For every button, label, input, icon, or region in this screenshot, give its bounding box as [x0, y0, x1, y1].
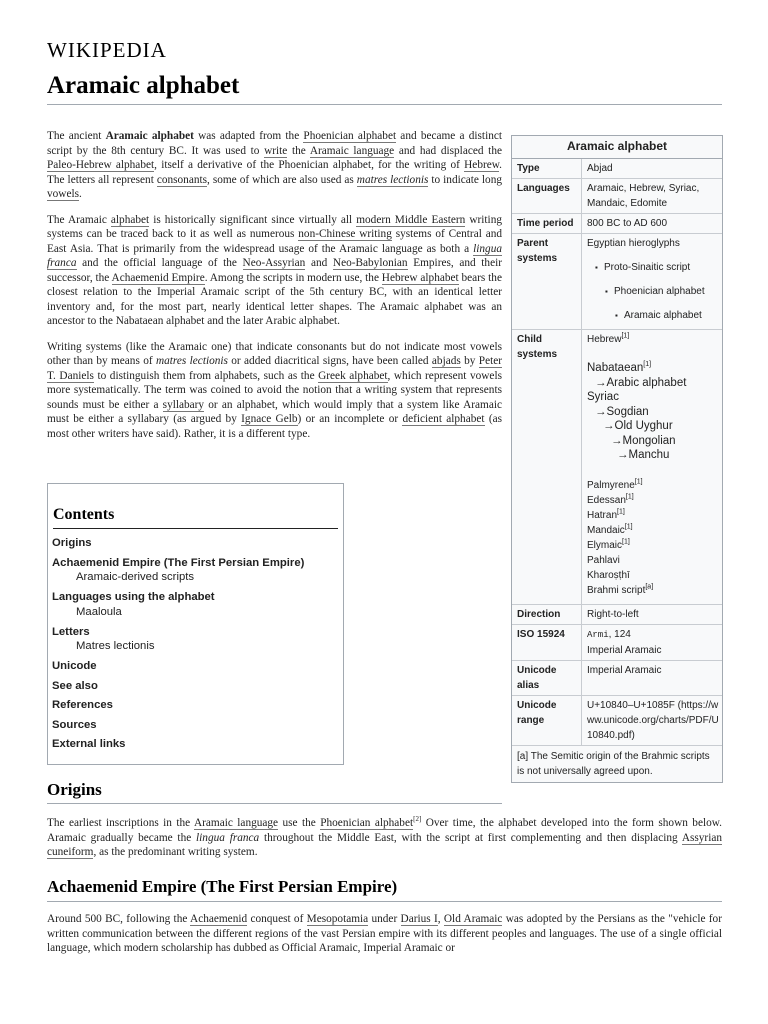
- link-neo-babylonian[interactable]: Neo-Babylonian: [332, 257, 408, 269]
- link-assyrian-cuneiform[interactable]: Assyrian cuneiform: [47, 831, 722, 858]
- child-system-item: [587, 553, 719, 568]
- link-lingua-franca[interactable]: lingua franca: [47, 242, 502, 269]
- child-system-name[interactable]: Hatran: [587, 509, 618, 521]
- link-darius-i[interactable]: Darius I: [400, 913, 438, 925]
- toc-list: [52, 534, 304, 755]
- link-abjad[interactable]: Abjad: [587, 163, 613, 174]
- toc-item[interactable]: Sources: [52, 718, 97, 731]
- infobox-row-parent-systems: [512, 234, 722, 330]
- child-system-item: [587, 478, 719, 493]
- citation[interactable]: [1]: [625, 493, 634, 501]
- article-subject: Aramaic alphabet: [105, 130, 194, 142]
- infobox-label: Unicode alias: [512, 661, 582, 695]
- section-heading-origins: Origins: [47, 780, 102, 799]
- child-system-name[interactable]: Brahmi script: [587, 584, 646, 596]
- infobox-label: Direction: [512, 605, 582, 624]
- infobox-value: Right-to-left: [587, 608, 639, 620]
- child-system-item[interactable]: Hebrew: [587, 334, 622, 345]
- infobox-row-languages: [512, 179, 722, 214]
- link-deficient-alphabet[interactable]: deficient alphabet: [402, 413, 485, 425]
- iso-code[interactable]: Armi: [587, 629, 609, 640]
- link-ignace-gelb[interactable]: Ignace Gelb: [241, 413, 298, 425]
- link-peter-t-daniels[interactable]: Peter T. Daniels: [47, 355, 503, 382]
- child-system-item: [587, 583, 719, 598]
- unicode-range-link[interactable]: U+10840–U+1085F (https://www.unicode.org/charts/PDF/U10840.pdf): [587, 699, 719, 741]
- child-system-item[interactable]: Syriac: [587, 391, 619, 403]
- link-achaemenid-empire[interactable]: Achaemenid Empire: [111, 271, 205, 284]
- citation[interactable]: [1]: [643, 361, 652, 369]
- toc-item[interactable]: Achaemenid Empire (The First Persian Empire): [52, 556, 305, 569]
- infobox-label: Time period: [512, 214, 582, 233]
- link-hebrew-alphabet[interactable]: Hebrew alphabet: [381, 271, 459, 284]
- infobox-title: Aramaic alphabet: [512, 136, 722, 159]
- infobox-label: Unicode range: [512, 696, 582, 745]
- link-achaemenid[interactable]: Achaemenid: [190, 913, 248, 925]
- section-divider: [47, 901, 722, 902]
- infobox-value: Imperial Aramaic: [587, 644, 662, 656]
- child-system-item: [587, 538, 719, 553]
- toc-item[interactable]: Languages using the alphabet: [52, 591, 215, 603]
- link-matres-lectionis[interactable]: matres lectionis: [356, 173, 429, 186]
- infobox-row-direction: [512, 605, 722, 625]
- link-greek-alphabet[interactable]: Greek alphabet: [318, 369, 388, 382]
- link-syllabary[interactable]: syllabary: [162, 398, 205, 411]
- link-hebrew[interactable]: Hebrew: [464, 159, 500, 171]
- infobox-label: Parent systems: [512, 234, 582, 329]
- intro-section: [47, 129, 502, 452]
- page-title: Aramaic alphabet: [47, 72, 240, 99]
- infobox-value: 800 BC to AD 600: [587, 218, 668, 229]
- infobox-row-type: [512, 159, 722, 179]
- child-system-item: [587, 493, 719, 508]
- toc-item[interactable]: Unicode: [52, 660, 97, 672]
- infobox-row-time-period: [512, 214, 722, 234]
- toc-item[interactable]: Maaloula: [76, 605, 122, 618]
- infobox-label: Languages: [512, 179, 582, 213]
- citation[interactable]: [1]: [621, 332, 630, 340]
- infobox-row-unicode-alias: [512, 661, 722, 696]
- child-system-list: [587, 478, 719, 598]
- link-paleo-hebrew-alphabet[interactable]: Paleo-Hebrew alphabet: [47, 159, 155, 171]
- title-divider: [47, 104, 722, 105]
- infobox-footnote: [a] The Semitic origin of the Brahmic scripts is not universally agreed upon.: [517, 750, 710, 777]
- link-modern-middle-eastern[interactable]: modern Middle Eastern: [356, 213, 466, 226]
- link-alphabet[interactable]: alphabet: [110, 213, 150, 226]
- link-aramaic-language[interactable]: Aramaic language: [309, 144, 395, 157]
- infobox-row-iso-15924: ISO 15924 Armi, 124 Imperial Aramaic: [512, 625, 722, 661]
- infobox-label: Type: [512, 159, 582, 178]
- child-system-item: [587, 523, 719, 538]
- section-divider: [47, 803, 502, 804]
- origins-paragraph: The earliest inscriptions in the Aramaic language use the Phoenician alphabet[2] Over time, the alphabet developed into the form shown below. Aramaic gradually became the lingua franca throughout the Middle East, with the script at first complementing and then displacing Assyrian cuneiform, as the predominant writing system.: [47, 815, 723, 858]
- infobox-value: Aramaic, Hebrew, Syriac, Mandaic, Edomite: [587, 183, 700, 209]
- intro-paragraph-2: The Aramaic alphabet is historically significant since virtually all modern Middle Eastern writing systems can be traced back to it as well as numerous non-Chinese writing systems of Central and East Asia. That is primarily from the widespread usage of the Aramaic language as both a lingua franca and the official language of the Neo-Assyrian and Neo-Babylonian Empires, and their successor, the Achaemenid Empire. Among the scripts in modern use, the Hebrew alphabet bears the closest relation to the Imperial Aramaic script of the 5th century BC, with an identical letter inventory and, for the most part, nearly identical letter shapes. The Aramaic alphabet was an ancestor to the Nabataean alphabet and the later Arabic alphabet.: [47, 213, 503, 327]
- child-system-item[interactable]: →Manchu: [617, 449, 670, 461]
- parent-system-item[interactable]: ▪ Phoenician alphabet: [614, 284, 719, 299]
- child-system-name[interactable]: Elymaic: [587, 539, 623, 551]
- parent-system-item[interactable]: ▪ Proto-Sinaitic script: [604, 260, 719, 275]
- citation[interactable]: [2]: [413, 815, 422, 824]
- link-aramaic-language[interactable]: Aramaic language: [193, 817, 279, 829]
- toc-divider: [53, 528, 338, 529]
- child-system-item[interactable]: →Mongolian: [611, 434, 676, 447]
- child-system-item: [587, 508, 719, 523]
- infobox: [511, 135, 723, 783]
- child-system-name[interactable]: Mandaic: [587, 524, 625, 536]
- infobox-value: Imperial Aramaic: [587, 664, 662, 676]
- infobox-row-child-systems: [512, 330, 722, 605]
- link-write[interactable]: write: [264, 144, 288, 157]
- citation[interactable]: [1]: [622, 538, 630, 546]
- intro-paragraph-1: The ancient Aramaic alphabet was adapted from the Phoenician alphabet and became a distinct script by the 8th century BC. It was used to write the Aramaic language and had displaced the Paleo-Hebrew alphabet, itself a derivative of the Phoenician alphabet, for the writing of Hebrew. The letters all represent consonants, some of which are also used as matres lectionis to indicate long vowels.: [47, 130, 503, 200]
- toc-title: Contents: [53, 506, 115, 523]
- child-system-name[interactable]: Pahlavi: [587, 554, 620, 566]
- toc-item[interactable]: See also: [52, 679, 98, 692]
- link-abjads[interactable]: abjads: [431, 355, 461, 367]
- achaemenid-paragraph: Around 500 BC, following the Achaemenid conquest of Mesopotamia under Darius I, Old Aramaic was adopted by the Persians as the "vehicle for written communication between the different regions of the vast Persian empire with its different peoples and languages. The use of a single official language, which modern scholarship has dubbed as Official Aramaic, Imperial Aramaic or: [47, 913, 722, 954]
- infobox-label: ISO 15924: [512, 625, 582, 660]
- child-system-item: [587, 568, 719, 583]
- link-consonants[interactable]: consonants: [156, 173, 208, 186]
- toc-item[interactable]: Letters: [52, 625, 90, 638]
- toc-item[interactable]: Matres lectionis: [76, 640, 155, 652]
- link-neo-assyrian[interactable]: Neo-Assyrian: [242, 257, 306, 269]
- citation[interactable]: [1]: [617, 508, 625, 516]
- toc-item[interactable]: Aramaic-derived scripts: [76, 571, 195, 583]
- citation[interactable]: [1]: [634, 478, 643, 486]
- section-heading-achaemenid-empire: Achaemenid Empire (The First Persian Empire): [47, 877, 398, 896]
- link-old-aramaic[interactable]: Old Aramaic: [443, 913, 503, 925]
- child-system-item[interactable]: →Old Uyghur: [603, 420, 673, 432]
- child-system-name[interactable]: Palmyrene: [587, 479, 635, 491]
- infobox-label: Child systems: [512, 330, 582, 604]
- parent-system-item: ▪ Aramaic alphabet: [624, 308, 719, 323]
- link-phoenician-alphabet[interactable]: Phoenician alphabet: [320, 817, 414, 829]
- child-system-name[interactable]: Kharoṣṭhī: [587, 569, 630, 581]
- table-of-contents: [47, 483, 344, 765]
- toc-item[interactable]: Origins: [52, 537, 92, 549]
- link-mesopotamia[interactable]: Mesopotamia: [306, 913, 369, 925]
- toc-item[interactable]: References: [52, 699, 113, 711]
- child-system-name[interactable]: Edessan: [587, 494, 626, 506]
- infobox-row-unicode-range: [512, 696, 722, 746]
- intro-paragraph-3: Writing systems (like the Aramaic one) that indicate consonants but do not indicate most vowels other than by means of matres lectionis or added diacritical signs, have been called abjads by Peter T. Daniels to distinguish them from alphabets, such as the Greek alphabet, which represent vowels more systematically. The term was coined to avoid the notion that a writing system that represents sounds must be either a syllabary or an alphabet, which would imply that a system like Aramaic must be either a syllabary (as argued by Ignace Gelb) or an incomplete or deficient alphabet (as most other writers have said). Rather, it is a different type.: [47, 340, 503, 440]
- link-phoenician-alphabet[interactable]: Phoenician alphabet: [303, 130, 397, 142]
- child-system-item[interactable]: →Arabic alphabet: [595, 376, 687, 389]
- wikipedia-wordmark[interactable]: WIKIPEDIA: [47, 38, 167, 62]
- child-system-item[interactable]: Nabataean: [587, 362, 644, 374]
- toc-item[interactable]: External links: [52, 738, 126, 750]
- link-vowels[interactable]: vowels: [47, 188, 80, 200]
- child-system-item[interactable]: →Sogdian: [595, 405, 649, 418]
- parent-system-item[interactable]: Egyptian hieroglyphs: [587, 238, 680, 249]
- citation[interactable]: [1]: [624, 523, 633, 531]
- link-non-chinese-writing[interactable]: non-Chinese writing: [298, 228, 392, 240]
- citation[interactable]: [a]: [645, 583, 654, 591]
